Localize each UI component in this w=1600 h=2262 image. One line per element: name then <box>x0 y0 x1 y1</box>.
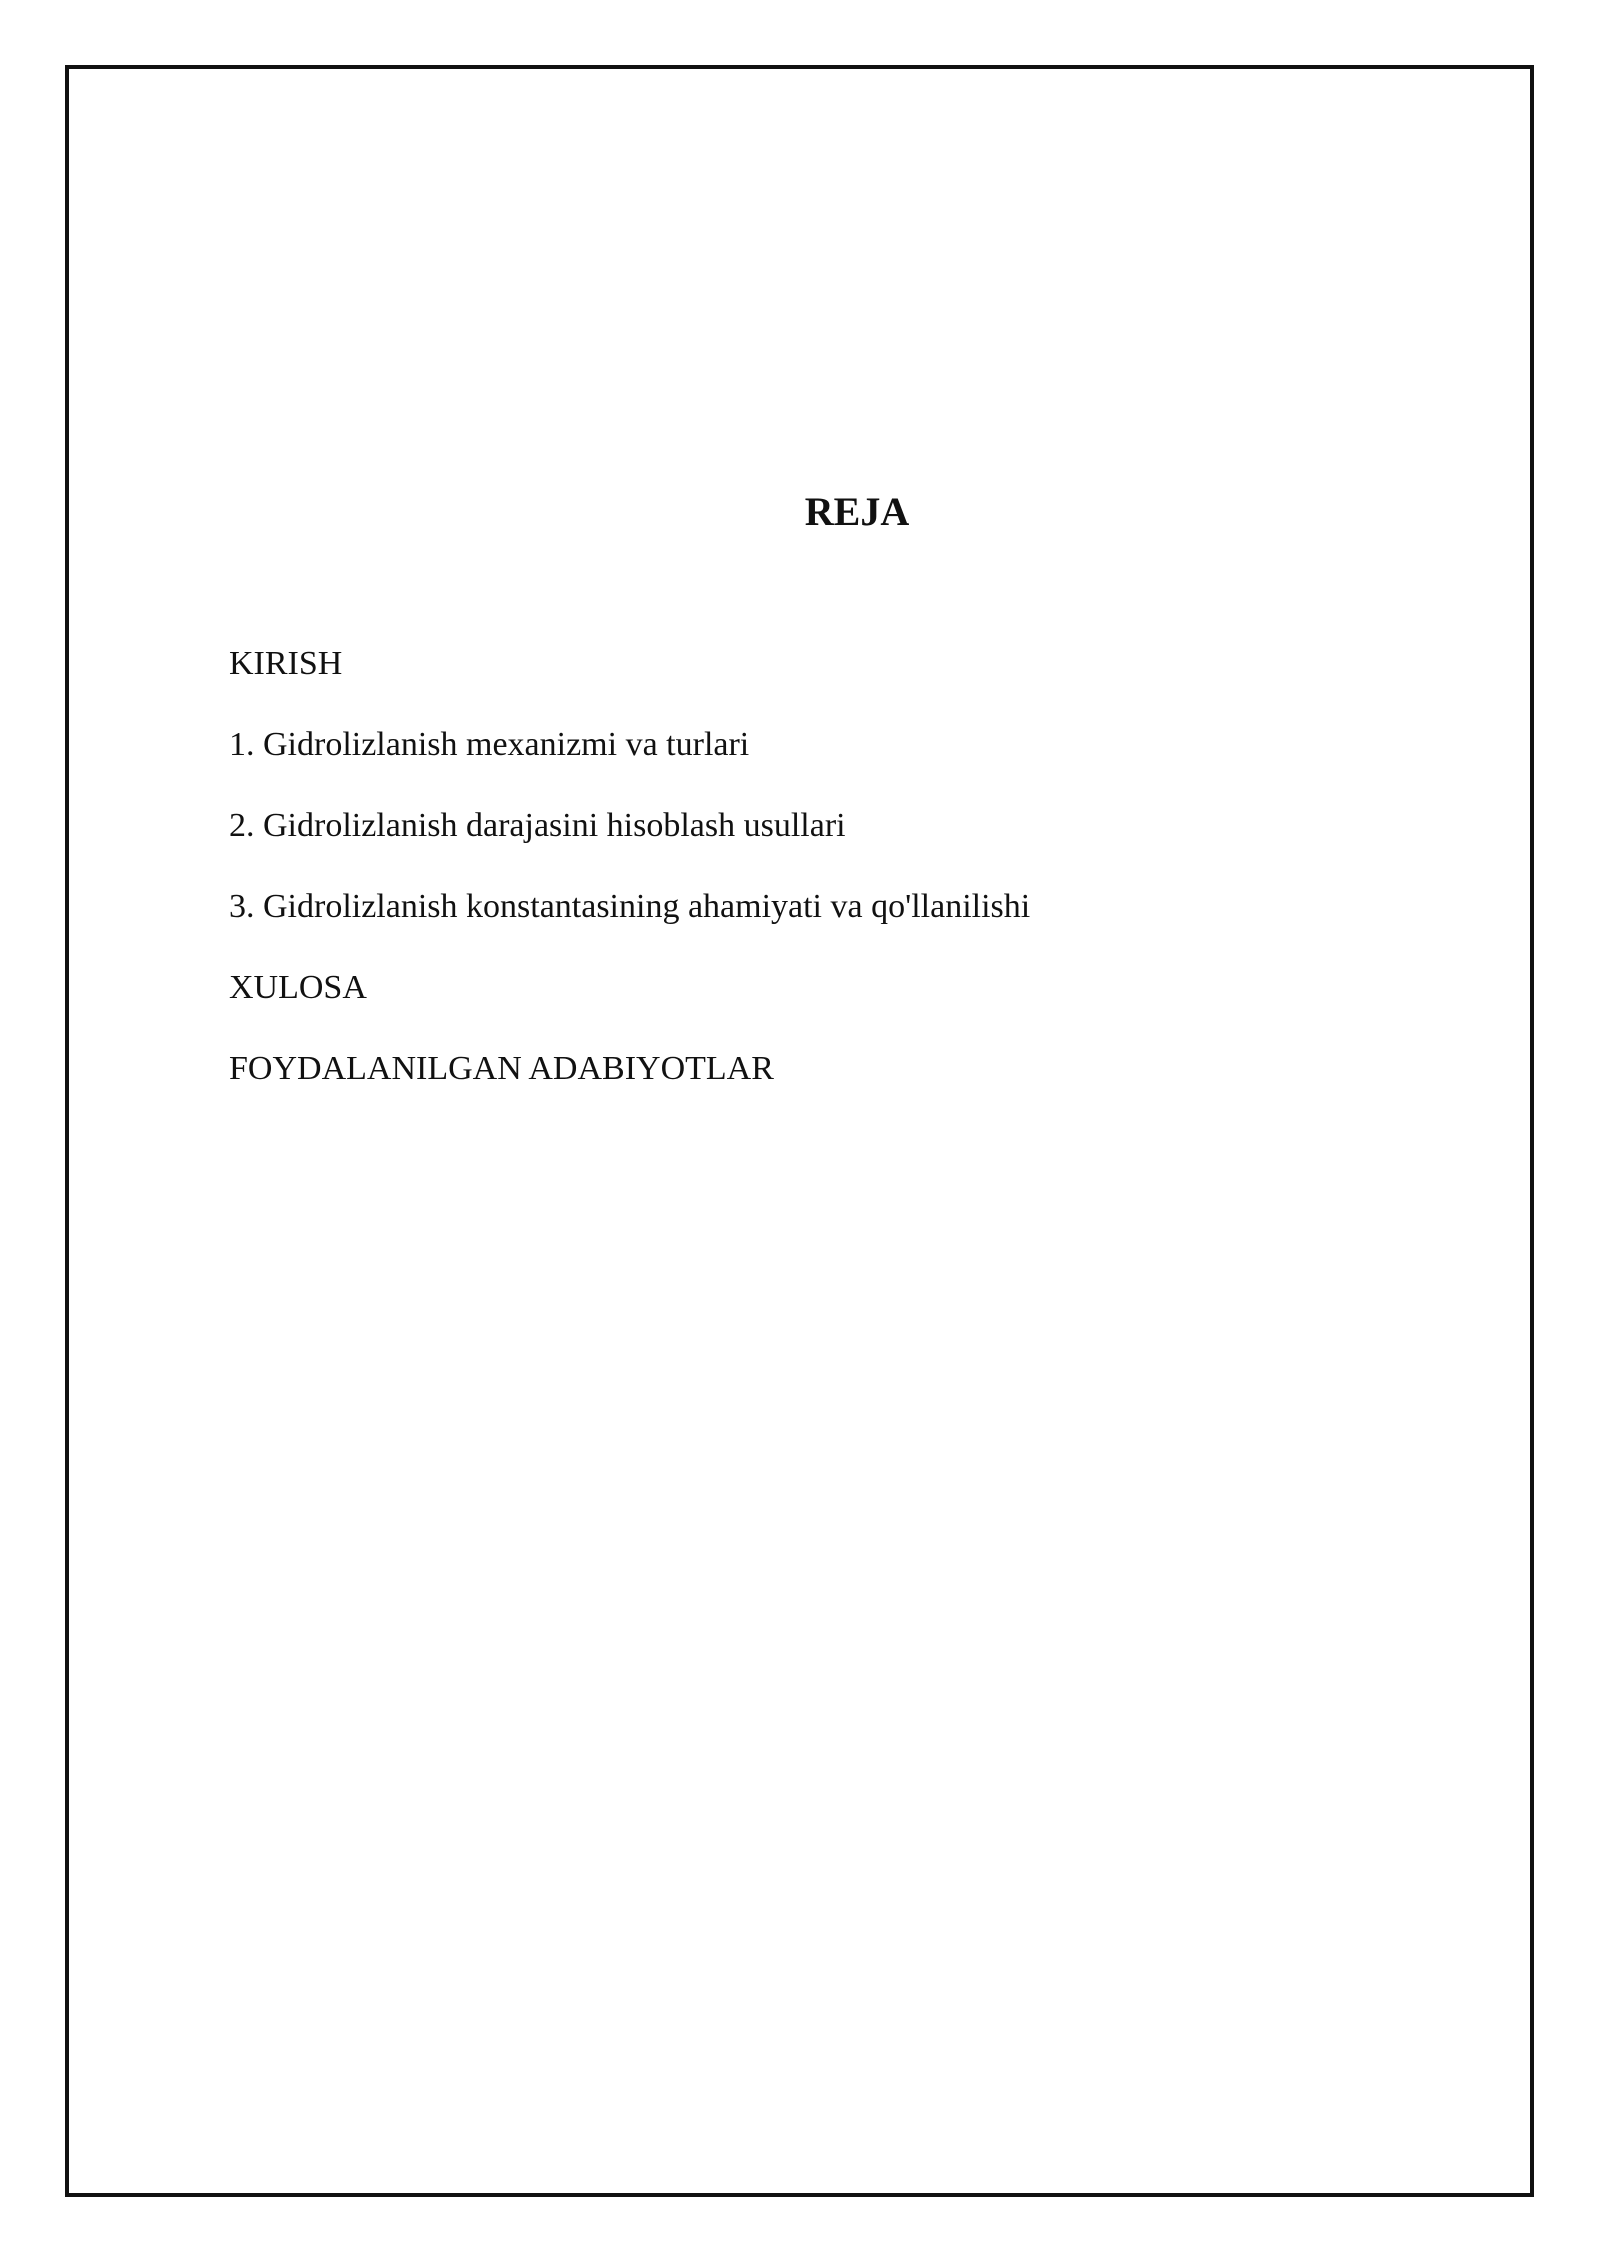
toc-item-conclusion: XULOSA <box>229 969 367 1006</box>
toc-item-section-1: 1. Gidrolizlanish mexanizmi va turlari <box>229 726 750 763</box>
toc-item-references: FOYDALANILGAN ADABIYOTLAR <box>229 1050 774 1087</box>
toc-item-section-2: 2. Gidrolizlanish darajasini hisoblash usullari <box>229 807 846 844</box>
page-border-frame <box>65 65 1534 2197</box>
page-title: REJA <box>804 488 910 534</box>
toc-item-section-3: 3. Gidrolizlanish konstantasining ahamiyati va qo'llanilishi <box>229 888 1031 925</box>
toc-item-introduction: KIRISH <box>229 645 343 682</box>
table-of-contents <box>229 644 1030 1130</box>
